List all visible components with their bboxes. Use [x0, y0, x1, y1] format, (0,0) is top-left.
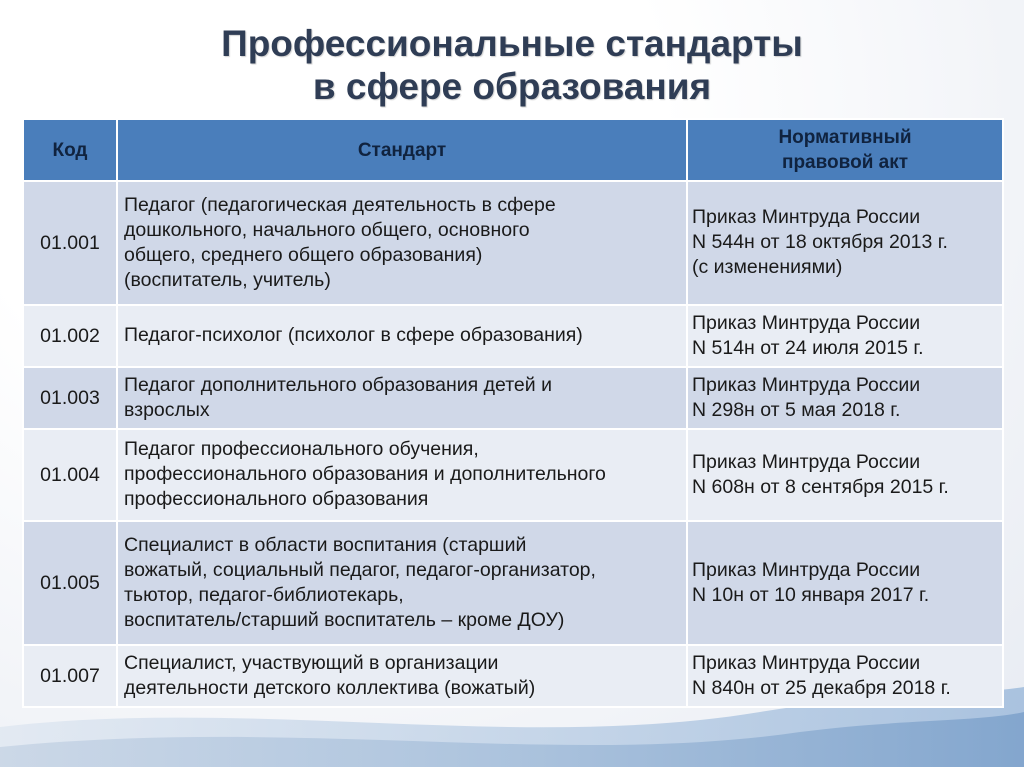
row-legal-act — [687, 181, 1003, 305]
table-row — [23, 429, 1003, 521]
row-code: 01.002 — [23, 305, 117, 367]
standard-text-line: общего, среднего общего образования) — [124, 243, 483, 266]
table-row — [23, 305, 1003, 367]
standard-text-line: дошкольного, начального общего, основного — [124, 218, 530, 241]
standard-text-line: тьютор, педагог-библиотекарь, — [124, 583, 404, 606]
standard-text-line: Специалист, участвующий в организации — [124, 651, 499, 674]
standard-text-line: (воспитатель, учитель) — [124, 268, 331, 291]
row-code: 01.001 — [23, 181, 117, 305]
row-standard — [117, 367, 687, 429]
row-standard — [117, 181, 687, 305]
standard-text-line: Педагог дополнительного образования детей и — [124, 373, 552, 396]
title-line-1: Профессиональные стандарты — [221, 23, 803, 64]
standard-text-line: Педагог-психолог (психолог в сфере образования) — [124, 324, 583, 346]
act-text-line: Приказ Минтруда России — [692, 311, 921, 334]
act-text-line: N 544н от 18 октября 2013 г. — [692, 231, 948, 253]
act-text-line: Приказ Минтруда России — [692, 558, 921, 581]
title-line-2: в сфере образования — [312, 66, 712, 107]
row-legal-act — [687, 521, 1003, 645]
row-code: 01.003 — [23, 367, 117, 429]
act-text-line: N 608н от 8 сентября 2015 г. — [692, 475, 949, 498]
act-text-line: (с изменениями) — [692, 256, 843, 278]
table-header-row — [23, 119, 1003, 181]
act-text-line: Приказ Минтруда России — [692, 373, 921, 396]
act-text-line: N 840н от 25 декабря 2018 г. — [692, 676, 951, 699]
row-code: 01.004 — [23, 429, 117, 521]
header-act-line-1: Нормативный — [778, 127, 912, 148]
row-standard — [117, 645, 687, 707]
row-legal-act — [687, 645, 1003, 707]
table-row — [23, 367, 1003, 429]
table-row — [23, 181, 1003, 305]
table-row — [23, 521, 1003, 645]
row-legal-act — [687, 305, 1003, 367]
row-standard — [117, 521, 687, 645]
standard-text-line: Педагог (педагогическая деятельность в сфере — [124, 193, 556, 216]
act-text-line: Приказ Минтруда России — [692, 206, 921, 228]
standard-text-line: деятельности детского коллектива (вожатый) — [124, 676, 536, 699]
standard-text-line: профессионального образования и дополнительного — [124, 463, 606, 485]
standard-text-line: вожатый, социальный педагог, педагог-организатор, — [124, 558, 596, 581]
row-code: 01.007 — [23, 645, 117, 707]
row-legal-act — [687, 429, 1003, 521]
act-text-line: Приказ Минтруда России — [692, 651, 921, 674]
table-row — [23, 645, 1003, 707]
header-act-line-2: правовой акт — [781, 152, 909, 173]
standards-table — [22, 118, 1004, 708]
act-text-line: N 514н от 24 июля 2015 г. — [692, 336, 924, 359]
row-legal-act — [687, 367, 1003, 429]
row-standard — [117, 429, 687, 521]
standard-text-line: воспитатель/старший воспитатель – кроме ДОУ) — [124, 608, 565, 631]
act-text-line: Приказ Минтруда России — [692, 450, 921, 473]
act-text-line: N 298н от 5 мая 2018 г. — [692, 398, 901, 421]
header-act — [687, 119, 1003, 181]
row-standard — [117, 305, 687, 367]
header-code: Код — [23, 119, 117, 181]
standard-text-line: Педагог профессионального обучения, — [124, 438, 479, 460]
act-text-line: N 10н от 10 января 2017 г. — [692, 583, 930, 606]
standard-text-line: взрослых — [124, 398, 210, 421]
header-standard: Стандарт — [117, 119, 687, 181]
standard-text-line: профессионального образования — [124, 488, 429, 510]
standard-text-line: Специалист в области воспитания (старший — [124, 533, 527, 556]
slide-title — [0, 22, 1024, 108]
row-code: 01.005 — [23, 521, 117, 645]
